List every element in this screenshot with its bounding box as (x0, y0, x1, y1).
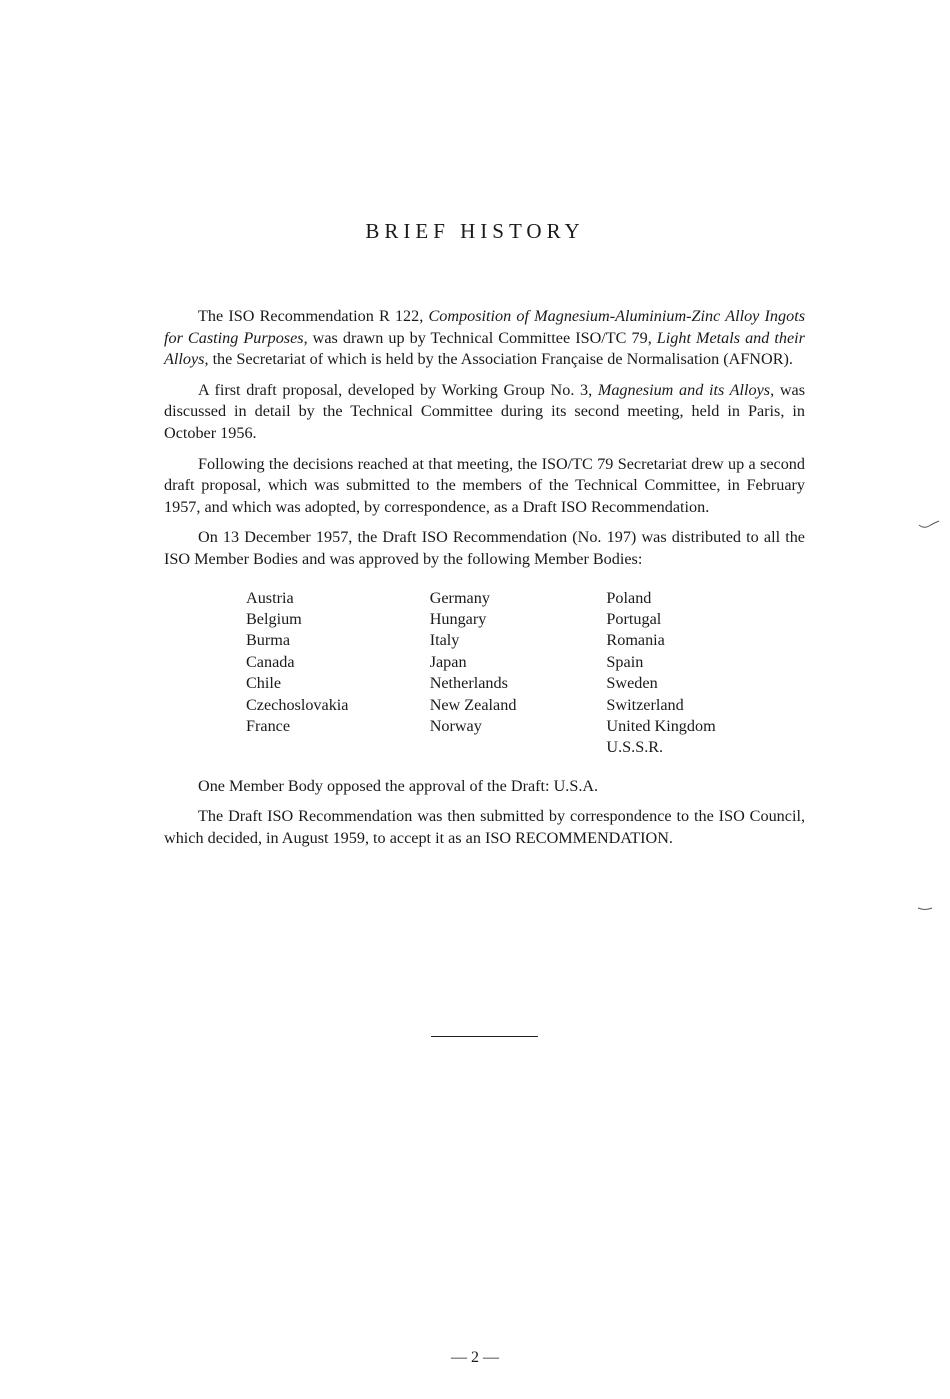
paragraph-distribution: On 13 December 1957, the Draft ISO Recommendation (No. 197) was distributed to all the ISO Member Bodies and was approved by the following Member Bodies: (164, 528, 805, 568)
paragraph-origin-text-3: , the Secretariat of which is held by the Association Française de Normalisation (AFNOR). (204, 350, 793, 369)
paragraph-origin-text-1: The ISO Recommendation R 122, (198, 307, 429, 325)
page-number: — 2 — (451, 1349, 499, 1366)
margin-tick-mark (918, 520, 940, 532)
recommendation-title: Composition of Magnesium-Aluminium-Zinc Alloy Ingots for Casting Purposes (164, 307, 805, 347)
paragraph-opposition: One Member Body opposed the approval of the Draft: U.S.A. (198, 776, 599, 795)
country-item: Norway (429, 716, 482, 735)
country-item: Canada (246, 652, 295, 671)
country-item: Portugal (606, 609, 662, 628)
paragraph-origin-text-2: , was drawn up by Technical Committee ISO/TC 79, (303, 328, 657, 347)
country-item: U.S.S.R. (606, 738, 664, 757)
body-text (164, 306, 805, 859)
country-item: Romania (606, 631, 665, 650)
margin-tick-mark (917, 902, 933, 912)
section-divider (431, 1036, 538, 1037)
country-item: Germany (429, 588, 490, 607)
countries-column-1 (246, 588, 430, 759)
country-item: Japan (429, 652, 467, 671)
country-item: United Kingdom (606, 716, 716, 735)
paragraph-acceptance: The Draft ISO Recommendation was then submitted by correspondence to the ISO Council, which decided, in August 1959, to accept it as an ISO RECOMMENDATION. (164, 807, 805, 847)
country-item: Austria (246, 588, 294, 607)
country-item: Hungary (429, 609, 487, 628)
country-item: New Zealand (429, 695, 517, 714)
country-item: Belgium (246, 609, 302, 628)
paragraph-first-draft-text-1: A first draft proposal, developed by Working Group No. 3, (198, 380, 598, 399)
countries-column-3 (606, 588, 805, 759)
paragraph-first-draft-text-2: was discussed in detail by the Technical Committee during its second meeting, held in Paris, in October 1956. (164, 380, 805, 442)
country-item: Burma (246, 631, 291, 650)
paragraph-first-draft (164, 380, 805, 445)
country-item: Poland (606, 588, 652, 607)
paragraph-second-draft: Following the decisions reached at that meeting, the ISO/TC 79 Secretariat drew up a second draft proposal, which was submitted to the members of the Technical Committee, in February 1957, and which was adopted, by correspondence, as a Draft ISO Recommendation. (164, 454, 805, 516)
working-group-name: Magnesium and its Alloys, (597, 380, 775, 399)
page-title: BRIEF HISTORY (365, 219, 585, 243)
country-item: Chile (246, 674, 282, 693)
country-item: Spain (606, 652, 644, 671)
country-item: France (246, 716, 291, 735)
countries-column-2 (430, 588, 607, 759)
paragraph-origin (164, 306, 805, 371)
committee-name: Light Metals and their Alloys (164, 328, 805, 369)
country-item: Czechoslovakia (246, 695, 349, 714)
approving-member-bodies-list (246, 588, 805, 759)
country-item: Italy (429, 631, 460, 650)
country-item: Sweden (606, 674, 658, 693)
country-item: Netherlands (429, 674, 508, 693)
country-item: Switzerland (606, 695, 684, 714)
